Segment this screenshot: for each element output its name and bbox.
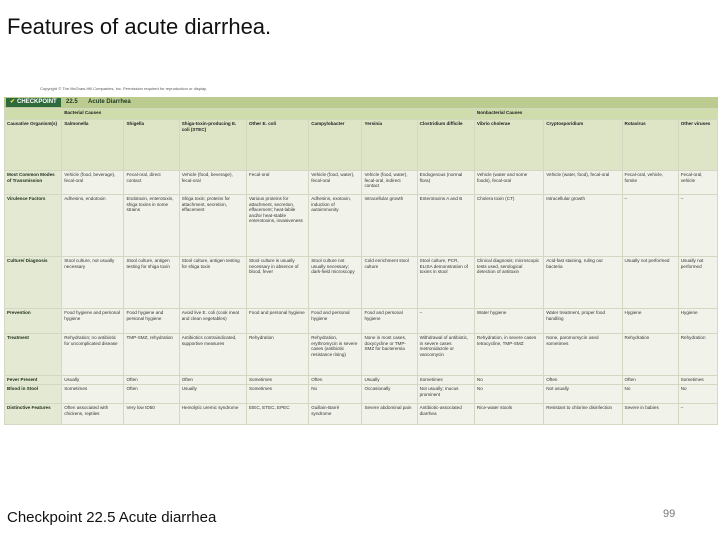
table-cell: Rehydration, in severe cases tetracycline, TMP-SMZ [474, 334, 543, 376]
table-cell: Vehicle (water, food), fecal-oral [544, 171, 622, 195]
table-cell: No [678, 385, 717, 404]
table-cell: No [622, 385, 678, 404]
table-cell: Rehydration; no antibiotic for uncomplicated disease [62, 334, 124, 376]
table-cell: Endogenous (normal flora) [417, 171, 474, 195]
column-header: Shigella [124, 120, 179, 171]
column-header: Vibrio cholerae [474, 120, 543, 171]
table-cell: Not usually; mucus prominent [417, 385, 474, 404]
table-cell: Resistant to chlorine disinfection [544, 404, 622, 425]
table-cell: Withdrawal of antibiotic, in severe cases metronidazole or vancomycin [417, 334, 474, 376]
checkpoint-figure [4, 97, 718, 425]
table-cell: Food and personal hygiene [309, 309, 362, 334]
table-cell: No [309, 385, 362, 404]
checkmark-icon: ✔ [10, 99, 16, 105]
table-cell: Occasionally [362, 385, 417, 404]
table-cell: Cholera toxin (CT) [474, 195, 543, 257]
table-row [5, 385, 718, 404]
table-cell: Hygiene [622, 309, 678, 334]
checkpoint-number: 22.5 [66, 99, 78, 105]
page-number: 99 [663, 508, 676, 520]
table-cell: Fecal-oral, vehicle, fomite [622, 171, 678, 195]
group-header-bacterial: Bacterial Causes [62, 109, 475, 120]
table-cell: Fecal-oral, vehicle [678, 171, 717, 195]
column-header: Other viruses [678, 120, 717, 171]
table-cell: Often [124, 385, 179, 404]
table-cell: Rehydration [622, 334, 678, 376]
table-row [5, 334, 718, 376]
table-cell: Stool culture, not usually necessary [62, 257, 124, 309]
slide-title: Features of acute diarrhea. [7, 14, 272, 39]
table-header-row [5, 120, 718, 171]
copyright-notice: Copyright © The McGraw-Hill Companies, Inc. Permission required for reproduction or display. [40, 86, 207, 91]
table-cell: EIEC, ETEC, EPEC [246, 404, 308, 425]
column-header: Shiga-toxin-producing E. coli (STEC) [179, 120, 246, 171]
table-cell: Not usually [544, 385, 622, 404]
table-cell: Shiga toxin; proteins for attachment, secretion, effacement [179, 195, 246, 257]
row-header: Culture/ Diagnosis [5, 257, 62, 309]
table-cell: Severe in babies [622, 404, 678, 425]
column-header: Campylobacter [309, 120, 362, 171]
table-row [5, 257, 718, 309]
table-cell: Intracellular growth [544, 195, 622, 257]
group-header-blank [5, 109, 62, 120]
table-cell: – [678, 404, 717, 425]
table-row [5, 195, 718, 257]
column-header: Salmonella [62, 120, 124, 171]
table-cell: Adhesins, endotoxin [62, 195, 124, 257]
table-cell: Often [622, 376, 678, 385]
table-cell: Various proteins for attachment, secretion, effacement; heat-labile and/or heat-stable enterotoxins, invasiveness [246, 195, 308, 257]
table-cell: Vehicle (food, water), fecal-oral [309, 171, 362, 195]
table-cell: Usually not performed [678, 257, 717, 309]
table-cell: Fecal-oral [246, 171, 308, 195]
table-cell: Cold enrichment stool culture [362, 257, 417, 309]
table-cell: Vehicle (food, beverage), fecal-oral [62, 171, 124, 195]
table-cell: No [474, 376, 543, 385]
checkpoint-title: Acute Diarrhea [88, 99, 131, 105]
table-cell: None, paromomycin used sometimes [544, 334, 622, 376]
table-cell: Stool culture, antigen testing for shiga toxin [124, 257, 179, 309]
row-header: Treatment [5, 334, 62, 376]
column-header: Cryptosporidium [544, 120, 622, 171]
table-cell: Often [124, 376, 179, 385]
table-cell: Vehicle (food, water), fecal-oral, indirect contact [362, 171, 417, 195]
table-cell: Usually [362, 376, 417, 385]
column-header: Clostridium difficile [417, 120, 474, 171]
table-cell: Severe abdominal pain [362, 404, 417, 425]
table-cell: Avoid live E. coli (cook meat and clean vegetables) [179, 309, 246, 334]
table-cell: Enterotoxins A and B [417, 195, 474, 257]
table-row [5, 171, 718, 195]
table-cell: Vehicle (water and some foods), fecal-oral [474, 171, 543, 195]
table-cell: Hemolytic uremic syndrome [179, 404, 246, 425]
row-header: Prevention [5, 309, 62, 334]
column-header: Other E. coli [246, 120, 308, 171]
row-header: Fever Present [5, 376, 62, 385]
table-cell: Guillain-Barré syndrome [309, 404, 362, 425]
table-cell: Food hygiene and personal hygiene [62, 309, 124, 334]
table-cell: Rehydration [678, 334, 717, 376]
table-cell: Rehydration, erythromycin in severe cases (antibiotic resistance rising) [309, 334, 362, 376]
table-cell: Usually [179, 385, 246, 404]
table-cell: Very low ID50 [124, 404, 179, 425]
table-cell: – [622, 195, 678, 257]
table-cell: Intracellular growth [362, 195, 417, 257]
table-cell: Stool culture is usually necessary in absence of blood, fever [246, 257, 308, 309]
checkpoint-badge [6, 98, 61, 107]
table-cell: Food and personal hygiene [246, 309, 308, 334]
table-cell: – [678, 195, 717, 257]
table-cell: Sometimes [678, 376, 717, 385]
table-cell: Sometimes [246, 385, 308, 404]
table-cell: Stool culture, PCR, ELISA demonstration of toxins in stool [417, 257, 474, 309]
diarrhea-features-table [4, 108, 718, 425]
table-group-row [5, 109, 718, 120]
row-header: Distinctive Features [5, 404, 62, 425]
table-cell: Food and personal hygiene [362, 309, 417, 334]
table-cell: Stool culture, antigen testing for shiga toxin [179, 257, 246, 309]
checkpoint-header-bar [4, 97, 718, 108]
table-cell: Acid-fast staining, ruling out bacteria [544, 257, 622, 309]
table-cell: Sometimes [62, 385, 124, 404]
table-cell: Often [309, 376, 362, 385]
table-cell: Antibiotic-associated diarrhea [417, 404, 474, 425]
table-cell: Vehicle (food, beverage), fecal-oral [179, 171, 246, 195]
table-cell: Hygiene [678, 309, 717, 334]
table-cell: Usually [62, 376, 124, 385]
table-cell: Food hygiene and personal hygiene [124, 309, 179, 334]
table-cell: Often associated with chickens, reptiles [62, 404, 124, 425]
table-row [5, 309, 718, 334]
table-cell: No [474, 385, 543, 404]
row-header-label: Causative Organism(s) [5, 120, 62, 171]
table-cell: Rehydration [246, 334, 308, 376]
table-cell: Adhesins, exotoxin, induction of autoimmunity [309, 195, 362, 257]
table-cell: Often [544, 376, 622, 385]
column-header: Rotavirus [622, 120, 678, 171]
table-cell: Water treatment, proper food handling [544, 309, 622, 334]
table-cell: Often [179, 376, 246, 385]
table-cell: Sometimes [246, 376, 308, 385]
slide-caption: Checkpoint 22.5 Acute diarrhea [7, 509, 217, 526]
row-header: Most Common Modes of Transmission [5, 171, 62, 195]
table-cell: Usually not performed [622, 257, 678, 309]
table-cell: – [417, 309, 474, 334]
checkpoint-label: CHECKPOINT [17, 99, 57, 105]
table-cell: Fecal-oral, direct contact [124, 171, 179, 195]
table-cell: Rice-water stools [474, 404, 543, 425]
table-row [5, 376, 718, 385]
table-cell: Endotoxin, enterotoxin, shiga toxins in some strains [124, 195, 179, 257]
row-header: Blood in Stool [5, 385, 62, 404]
table-row [5, 404, 718, 425]
table-cell: Clinical diagnosis; microscopic tests used, serological detection of antitoxin [474, 257, 543, 309]
table-cell: TMP-SMZ, rehydration [124, 334, 179, 376]
table-cell: Water hygiene [474, 309, 543, 334]
group-header-nonbacterial: Nonbacterial Causes [474, 109, 717, 120]
table-cell: Sometimes [417, 376, 474, 385]
column-header: Yersinia [362, 120, 417, 171]
table-cell: None in most cases, doxycycline or TMP-SMZ for bacteremia [362, 334, 417, 376]
row-header: Virulence Factors [5, 195, 62, 257]
table-cell: Antibiotics contraindicated, supportive measures [179, 334, 246, 376]
table-cell: Stool culture not usually necessary; dark-field microscopy [309, 257, 362, 309]
